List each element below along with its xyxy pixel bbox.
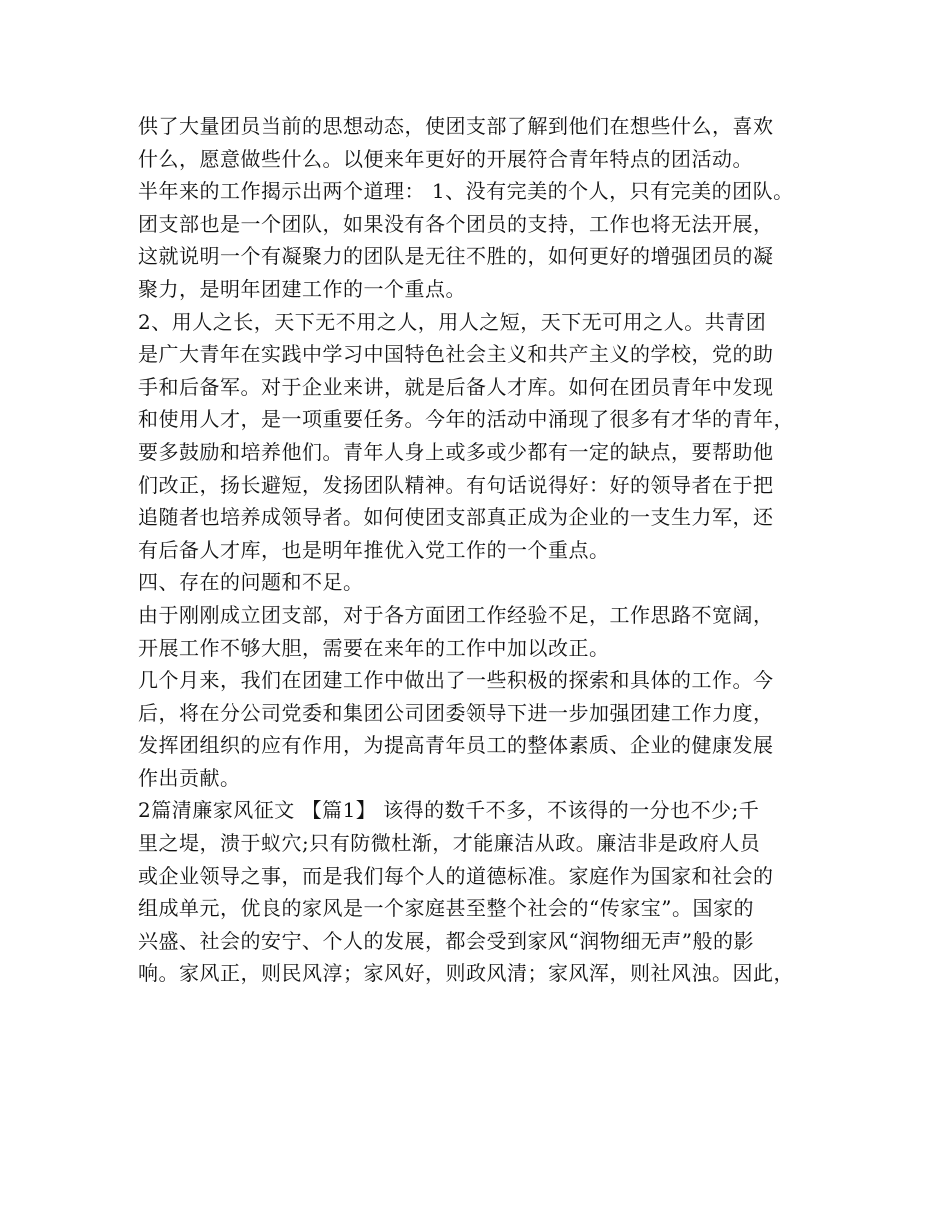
text-line: 手和后备军。对于企业来讲，就是后备人才库。如何在团员青年中发现 <box>138 374 774 399</box>
text-line: 追随者也培养成领导者。如何使团支部真正成为企业的一支生力军，还 <box>138 505 774 530</box>
text-line: 们改正，扬长避短，发扬团队精神。有句话说得好：好的领导者在于把 <box>138 472 774 497</box>
text-line: 2篇清廉家风征文 【篇1】 该得的数千不多，不该得的一分也不少;千 <box>138 798 760 823</box>
text-line: 半年来的工作揭示出两个道理： 1、没有完美的个人，只有完美的团队。 <box>138 179 794 204</box>
text-line: 2、用人之长，天下无不用之人，用人之短，天下无可用之人。共青团 <box>138 309 767 334</box>
text-line: 有后备人才库，也是明年推优入党工作的一个重点。 <box>138 537 610 562</box>
text-line: 供了大量团员当前的思想动态，使团支部了解到他们在想些什么，喜欢 <box>138 114 774 138</box>
text-line: 响。家风正，则民风淳；家风好，则政风清；家风浑，则社风浊。因此， <box>138 961 794 986</box>
text-line: 这就说明一个有凝聚力的团队是无往不胜的，如何更好的增强团员的凝 <box>138 244 774 269</box>
section-heading: 四、存在的问题和不足。 <box>138 570 364 595</box>
text-line: 聚力，是明年团建工作的一个重点。 <box>138 276 466 301</box>
text-line: 发挥团组织的应有作用，为提高青年员工的整体素质、企业的健康发展 <box>138 733 774 758</box>
text-line: 由于刚刚成立团支部，对于各方面团工作经验不足，工作思路不宽阔， <box>138 602 774 627</box>
text-line: 是广大青年在实践中学习中国特色社会主义和共产主义的学校，党的助 <box>138 342 774 367</box>
text-line: 或企业领导之事，而是我们每个人的道德标准。家庭作为国家和社会的 <box>138 863 774 888</box>
text-line: 什么，愿意做些什么。以便来年更好的开展符合青年特点的团活动。 <box>138 146 753 171</box>
text-line: 作出贡献。 <box>138 765 241 790</box>
text-line: 兴盛、社会的安宁、个人的发展，都会受到家风“润物细无声”般的影 <box>138 928 754 953</box>
text-line: 开展工作不够大胆，需要在来年的工作中加以改正。 <box>138 635 610 660</box>
text-line: 后，将在分公司党委和集团公司团委领导下进一步加强团建工作力度， <box>138 700 774 725</box>
text-line: 和使用人才，是一项重要任务。今年的活动中涌现了很多有才华的青年， <box>138 407 794 432</box>
text-line: 里之堤，溃于蚁穴;只有防微杜渐，才能廉洁从政。廉洁非是政府人员 <box>138 831 761 856</box>
document-body <box>138 110 828 990</box>
text-line: 团支部也是一个团队，如果没有各个团员的支持，工作也将无法开展， <box>138 211 774 236</box>
text-line: 要多鼓励和培养他们。青年人身上或多或少都有一定的缺点，要帮助他 <box>138 439 774 464</box>
text-line: 几个月来，我们在团建工作中做出了一些积极的探索和具体的工作。今 <box>138 668 774 693</box>
text-line: 组成单元，优良的家风是一个家庭甚至整个社会的“传家宝”。国家的 <box>138 896 754 921</box>
